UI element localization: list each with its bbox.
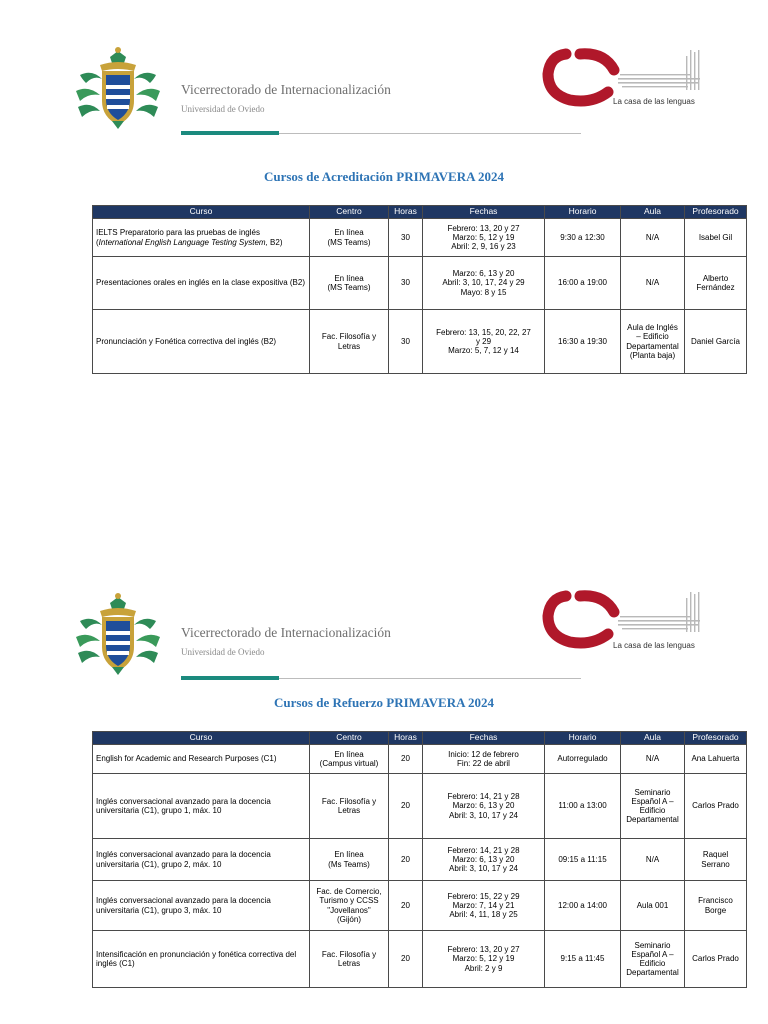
- cell-horas: 30: [389, 310, 423, 374]
- cell-aula: N/A: [621, 219, 685, 257]
- section-title-refuerzo: Cursos de Refuerzo PRIMAVERA 2024: [273, 695, 495, 710]
- university-crest-icon: [72, 591, 164, 677]
- table-row: [93, 931, 747, 988]
- cell-centro: Fac. Filosofía y Letras: [310, 931, 389, 988]
- cell-centro: En línea (Campus virtual): [310, 745, 389, 774]
- cell-curso: Presentaciones orales en inglés en la clase expositiva (B2): [93, 257, 310, 310]
- cell-horario: 9:30 a 12:30: [545, 219, 621, 257]
- column-header-fechas: Fechas: [423, 732, 545, 745]
- cell-horas: 30: [389, 257, 423, 310]
- table-row: [93, 745, 747, 774]
- cell-fechas: Marzo: 6, 13 y 20 Abril: 3, 10, 17, 24 y 29 Mayo: 8 y 15: [423, 257, 545, 310]
- cell-horas: 20: [389, 931, 423, 988]
- cell-horario: 09:15 a 11:15: [545, 839, 621, 881]
- cell-aula: N/A: [621, 257, 685, 310]
- table-row: [93, 774, 747, 839]
- cell-horas: 20: [389, 745, 423, 774]
- casa-lenguas-text: La casa de las lenguas: [613, 97, 695, 106]
- header-rule-accent: [181, 131, 279, 135]
- cell-horario: Autorregulado: [545, 745, 621, 774]
- column-header-aula: Aula: [621, 732, 685, 745]
- cell-fechas: Febrero: 14, 21 y 28 Marzo: 6, 13 y 20 Abril: 3, 10, 17 y 24: [423, 774, 545, 839]
- column-header-centro: Centro: [310, 206, 389, 219]
- cell-profesorado: Daniel García: [685, 310, 747, 374]
- cell-profesorado: Ana Lahuerta: [685, 745, 747, 774]
- casa-lenguas-text: La casa de las lenguas: [613, 641, 695, 650]
- cell-curso: Inglés conversacional avanzado para la docencia universitaria (C1), grupo 3, máx. 10: [93, 881, 310, 931]
- table-row: [93, 881, 747, 931]
- cell-curso: English for Academic and Research Purposes (C1): [93, 745, 310, 774]
- cell-horas: 30: [389, 219, 423, 257]
- cell-fechas: Febrero: 13, 20 y 27 Marzo: 5, 12 y 19 Abril: 2, 9, 16 y 23: [423, 219, 545, 257]
- cell-aula: Seminario Español A – Edificio Departamental: [621, 774, 685, 839]
- cell-fechas: Febrero: 13, 15, 20, 22, 27 y 29 Marzo: 5, 7, 12 y 14: [423, 310, 545, 374]
- column-header-fechas: Fechas: [423, 206, 545, 219]
- cell-aula: N/A: [621, 745, 685, 774]
- university-name: Universidad de Oviedo: [181, 104, 265, 114]
- cell-profesorado: Raquel Serrano: [685, 839, 747, 881]
- cell-horario: 11:00 a 13:00: [545, 774, 621, 839]
- cell-aula: Seminario Español A – Edificio Departamental: [621, 931, 685, 988]
- cell-profesorado: Carlos Prado: [685, 774, 747, 839]
- column-header-centro: Centro: [310, 732, 389, 745]
- cell-profesorado: Francisco Borge: [685, 881, 747, 931]
- cell-profesorado: Isabel Gil: [685, 219, 747, 257]
- cell-centro: Fac. Filosofía y Letras: [310, 310, 389, 374]
- cell-curso: [93, 219, 310, 257]
- cell-curso: Inglés conversacional avanzado para la docencia universitaria (C1), grupo 2, máx. 10: [93, 839, 310, 881]
- column-header-horas: Horas: [389, 206, 423, 219]
- cell-centro: En línea (MS Teams): [310, 219, 389, 257]
- column-header-curso: Curso: [93, 206, 310, 219]
- cell-curso: Inglés conversacional avanzado para la docencia universitaria (C1), grupo 1, máx. 10: [93, 774, 310, 839]
- cell-fechas: Febrero: 14, 21 y 28 Marzo: 6, 13 y 20 Abril: 3, 10, 17 y 24: [423, 839, 545, 881]
- cell-centro: En línea (Ms Teams): [310, 839, 389, 881]
- curso-text: IELTS Preparatorio para las pruebas de inglés: [96, 228, 260, 238]
- curso-paren: (: [96, 237, 99, 247]
- cell-centro: En línea (MS Teams): [310, 257, 389, 310]
- cell-horario: 12:00 a 14:00: [545, 881, 621, 931]
- column-header-horas: Horas: [389, 732, 423, 745]
- table-header-row: [93, 206, 747, 219]
- column-header-profesorado: Profesorado: [685, 206, 747, 219]
- cell-horario: 16:00 a 19:00: [545, 257, 621, 310]
- cell-horario: 16:30 a 19:30: [545, 310, 621, 374]
- university-name: Universidad de Oviedo: [181, 647, 265, 657]
- cell-aula: Aula de Inglés – Edificio Departamental (Planta baja): [621, 310, 685, 374]
- table-row: [93, 257, 747, 310]
- cell-fechas: Febrero: 13, 20 y 27 Marzo: 5, 12 y 19 Abril: 2 y 9: [423, 931, 545, 988]
- cell-centro: Fac. de Comercio, Turismo y CCSS "Jovellanos" (Gijón): [310, 881, 389, 931]
- curso-tail-text: B2): [267, 237, 283, 247]
- acreditacion-courses-table: [92, 205, 747, 374]
- column-header-curso: Curso: [93, 732, 310, 745]
- column-header-horario: Horario: [545, 732, 621, 745]
- cell-horas: 20: [389, 774, 423, 839]
- cell-horas: 20: [389, 839, 423, 881]
- column-header-horario: Horario: [545, 206, 621, 219]
- cell-profesorado: Alberto Fernández: [685, 257, 747, 310]
- acreditacion-rows: [93, 219, 747, 374]
- header-rule-accent: [181, 676, 279, 680]
- curso-italic-text: International English Language Testing System,: [98, 237, 268, 247]
- cell-profesorado: Carlos Prado: [685, 931, 747, 988]
- column-header-profesorado: Profesorado: [685, 732, 747, 745]
- table-header-row: [93, 732, 747, 745]
- table-row: [93, 839, 747, 881]
- vicerrectorado-title: Vicerrectorado de Internacionalización: [181, 625, 391, 640]
- cell-aula: Aula 001: [621, 881, 685, 931]
- column-header-aula: Aula: [621, 206, 685, 219]
- vicerrectorado-title: Vicerrectorado de Internacionalización: [181, 82, 391, 97]
- table-row: [93, 219, 747, 257]
- table-row: [93, 310, 747, 374]
- cell-curso: Pronunciación y Fonética correctiva del inglés (B2): [93, 310, 310, 374]
- cell-centro: Fac. Filosofía y Letras: [310, 774, 389, 839]
- refuerzo-courses-table: [92, 731, 747, 988]
- cell-aula: N/A: [621, 839, 685, 881]
- refuerzo-rows: [93, 745, 747, 988]
- cell-fechas: Inicio: 12 de febrero Fin: 22 de abril: [423, 745, 545, 774]
- cell-fechas: Febrero: 15, 22 y 29 Marzo: 7, 14 y 21 Abril: 4, 11, 18 y 25: [423, 881, 545, 931]
- section-title-acreditacion: Cursos de Acreditación PRIMAVERA 2024: [263, 169, 505, 184]
- cell-curso: Intensificación en pronunciación y fonética correctiva del inglés (C1): [93, 931, 310, 988]
- cell-horario: 9:15 a 11:45: [545, 931, 621, 988]
- cell-horas: 20: [389, 881, 423, 931]
